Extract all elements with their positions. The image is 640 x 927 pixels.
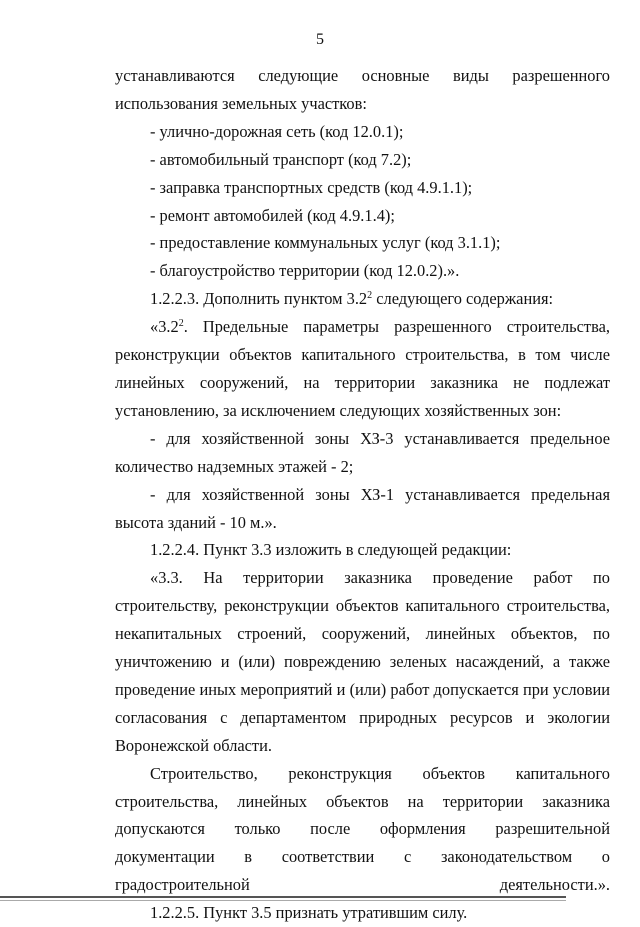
list-item-land-use: - предоставление коммунальных услуг (код 3.1.1); bbox=[150, 233, 501, 253]
clause-1-2-2-5: 1.2.2.5. Пункт 3.5 признать утратившим силу. bbox=[150, 903, 468, 923]
clause-1-2-2-3: 1.2.2.3. Дополнить пунктом $3.2^2$ следующего содержания: bbox=[150, 289, 554, 309]
list-item-land-use: - ремонт автомобилей (код 4.9.1.4); bbox=[150, 205, 395, 225]
list-item-land-use: - улично-дорожная сеть (код 12.0.1); bbox=[150, 121, 404, 141]
clause-3-2-2-text: «$3.2^2$. Предельные параметры разрешенного строительства, реконструкции объектов капитального строительства, в том числе линейных сооружений, на территории заказника не подлежат установлению, за исключением следующих хозяйственных зон: bbox=[115, 317, 610, 420]
document-body bbox=[115, 62, 610, 927]
clause-3-3-text: «3.3. На территории заказника проведение работ по строительству, реконструкции объектов капитального строительства, некапитальных строений, сооружений, линейных объектов, по уничтожению и (или) повреждению зеленых насаждений, а также проведение иных мероприятий и (или) работ допускается при условии согласования с департаментом природных ресурсов и экологии Воронежской области. bbox=[115, 568, 610, 755]
list-item-land-use: - заправка транспортных средств (код 4.9.1.1); bbox=[150, 177, 473, 197]
list-item-land-use: - автомобильный транспорт (код 7.2); bbox=[150, 149, 412, 169]
page-number: 5 bbox=[316, 31, 324, 48]
bottom-scan-rule bbox=[0, 896, 566, 898]
zone-hz3-limit: - для хозяйственной зоны ХЗ-3 устанавливается предельное количество надземных этажей - 2; bbox=[115, 428, 610, 476]
list-item-land-use: - благоустройство территории (код 12.0.2).». bbox=[150, 261, 460, 281]
paragraph-continuation: устанавливаются следующие основные виды разрешенного использования земельных участков: bbox=[115, 66, 610, 113]
zone-hz1-limit: - для хозяйственной зоны ХЗ-1 устанавливается предельная высота зданий - 10 м.». bbox=[115, 484, 610, 532]
construction-paragraph: Строительство, реконструкция объектов капитального строительства, линейных объектов на территории заказника допускаются только после оформления разрешительной документации в соответствии с законодательством о градостроительной деятельности.». bbox=[115, 763, 610, 895]
clause-1-2-2-4: 1.2.2.4. Пункт 3.3 изложить в следующей редакции: bbox=[150, 540, 512, 560]
